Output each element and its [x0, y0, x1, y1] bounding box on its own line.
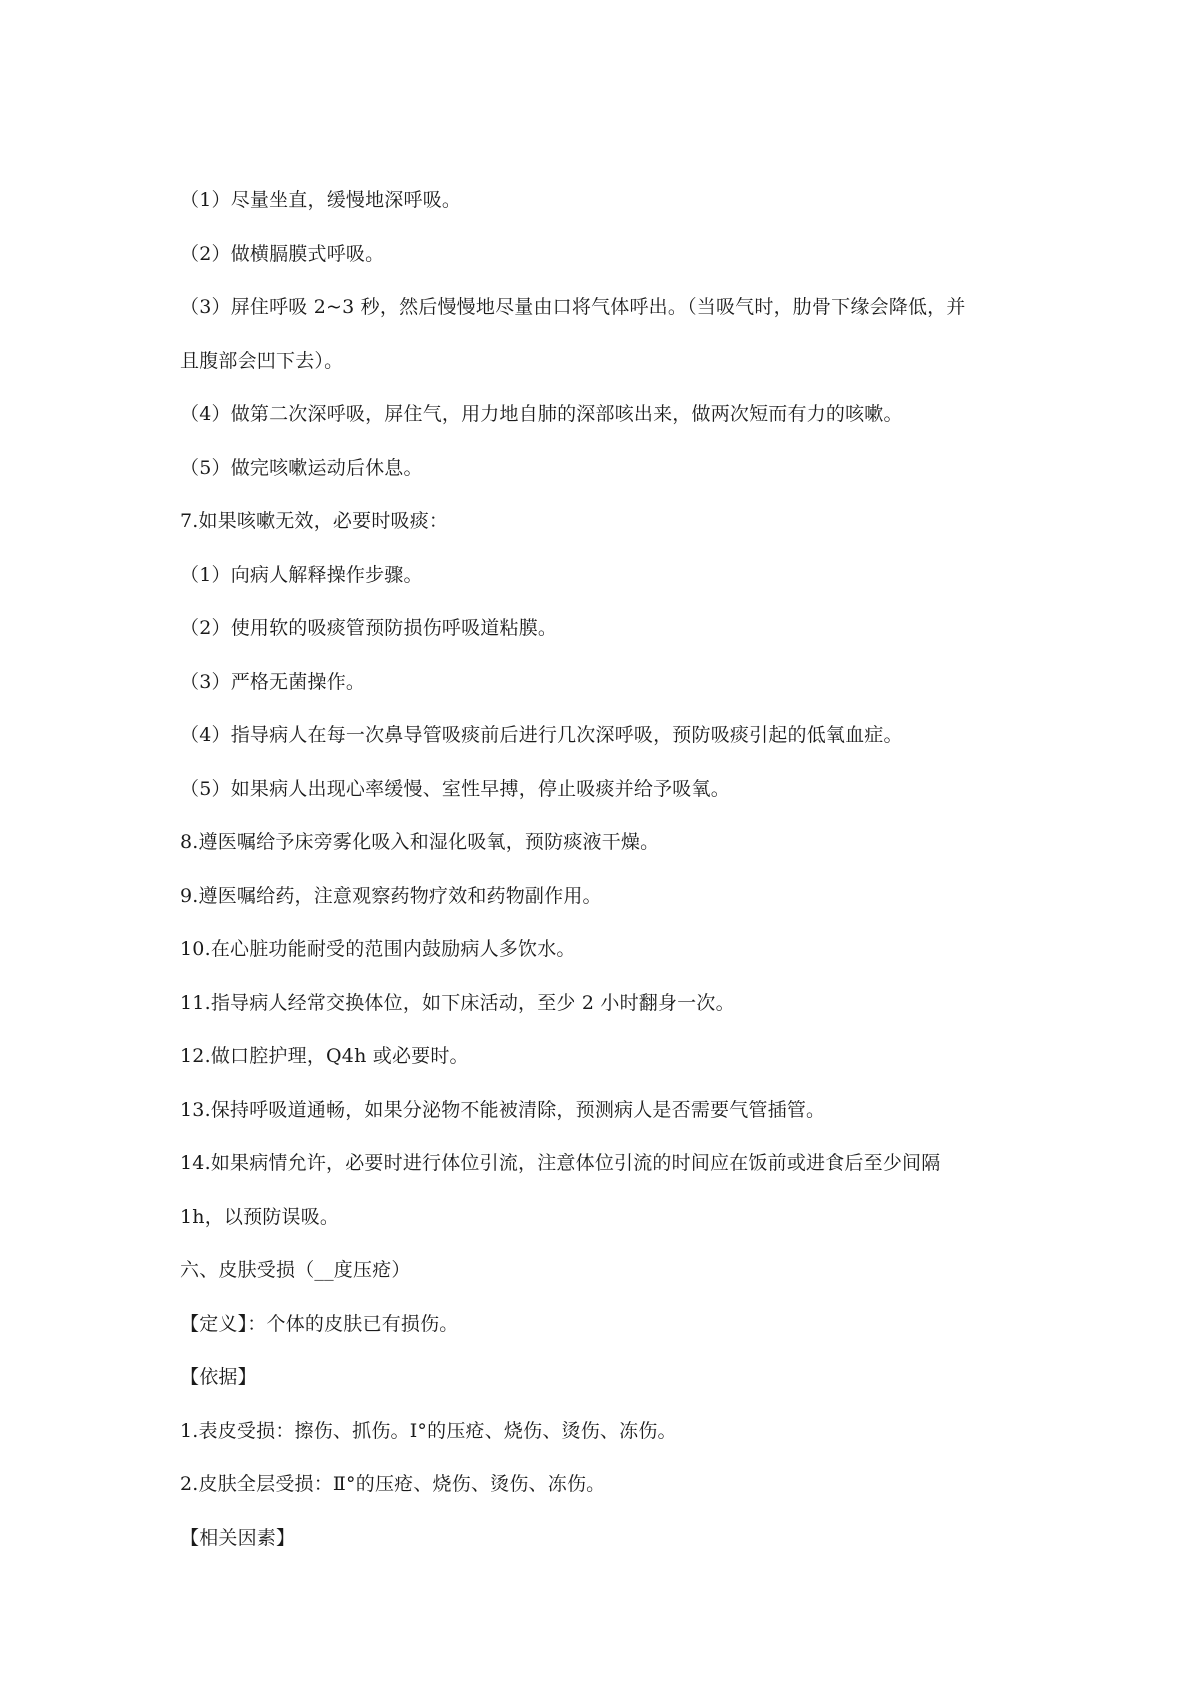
text-line: （2）做横膈膜式呼吸。	[180, 242, 385, 265]
text-line: 1.表皮受损：擦伤、抓伤。Ⅰ°的压疮、烧伤、烫伤、冻伤。	[180, 1419, 677, 1442]
text-line: 11.指导病人经常交换体位，如下床活动，至少 2 小时翻身一次。	[180, 991, 735, 1014]
text-line: 9.遵医嘱给药，注意观察药物疗效和药物副作用。	[180, 884, 602, 907]
text-line: （5）做完咳嗽运动后休息。	[180, 456, 423, 479]
text-line: （1）向病人解释操作步骤。	[180, 563, 423, 586]
text-line: 8.遵医嘱给予床旁雾化吸入和湿化吸氧，预防痰液干燥。	[180, 831, 660, 853]
text-line: （4）做第二次深呼吸，屏住气，用力地自肺的深部咳出来，做两次短而有力的咳嗽。	[180, 403, 903, 425]
text-line: （2）使用软的吸痰管预防损伤呼吸道粘膜。	[180, 617, 558, 639]
text-line: （5）如果病人出现心率缓慢、室性早搏，停止吸痰并给予吸氧。	[180, 777, 730, 800]
text-line: 且腹部会凹下去）。	[180, 349, 344, 372]
text-line: 10.在心脏功能耐受的范围内鼓励病人多饮水。	[180, 938, 576, 960]
subsection-heading: 【相关因素】	[180, 1526, 296, 1549]
text-line: （3）严格无菌操作。	[180, 670, 366, 693]
text-line: （3）屏住呼吸 2~3 秒，然后慢慢地尽量由口将气体呼出。（当吸气时，肋骨下缘会降低，并	[180, 296, 966, 318]
text-line: 2.皮肤全层受损：Ⅱ°的压疮、烧伤、烫伤、冻伤。	[180, 1473, 606, 1495]
text-line: 7.如果咳嗽无效，必要时吸痰：	[180, 510, 449, 532]
text-line: （1）尽量坐直，缓慢地深呼吸。	[180, 189, 462, 211]
definition-line: 【定义】：个体的皮肤已有损伤。	[180, 1312, 459, 1335]
text-line: 13.保持呼吸道通畅，如果分泌物不能被清除，预测病人是否需要气管插管。	[180, 1098, 826, 1121]
text-line: 1h，以预防误吸。	[180, 1205, 340, 1228]
subsection-heading: 【依据】	[180, 1366, 257, 1388]
text-line: 12.做口腔护理，Q4h 或必要时。	[180, 1045, 469, 1067]
section-heading: 六、皮肤受损（__度压疮）	[180, 1259, 411, 1281]
text-line: 14.如果病情允许，必要时进行体位引流，注意体位引流的时间应在饭前或进食后至少间隔	[180, 1152, 941, 1174]
document-body	[180, 182, 1025, 1573]
text-line: （4）指导病人在每一次鼻导管吸痰前后进行几次深呼吸，预防吸痰引起的低氧血症。	[180, 724, 903, 746]
